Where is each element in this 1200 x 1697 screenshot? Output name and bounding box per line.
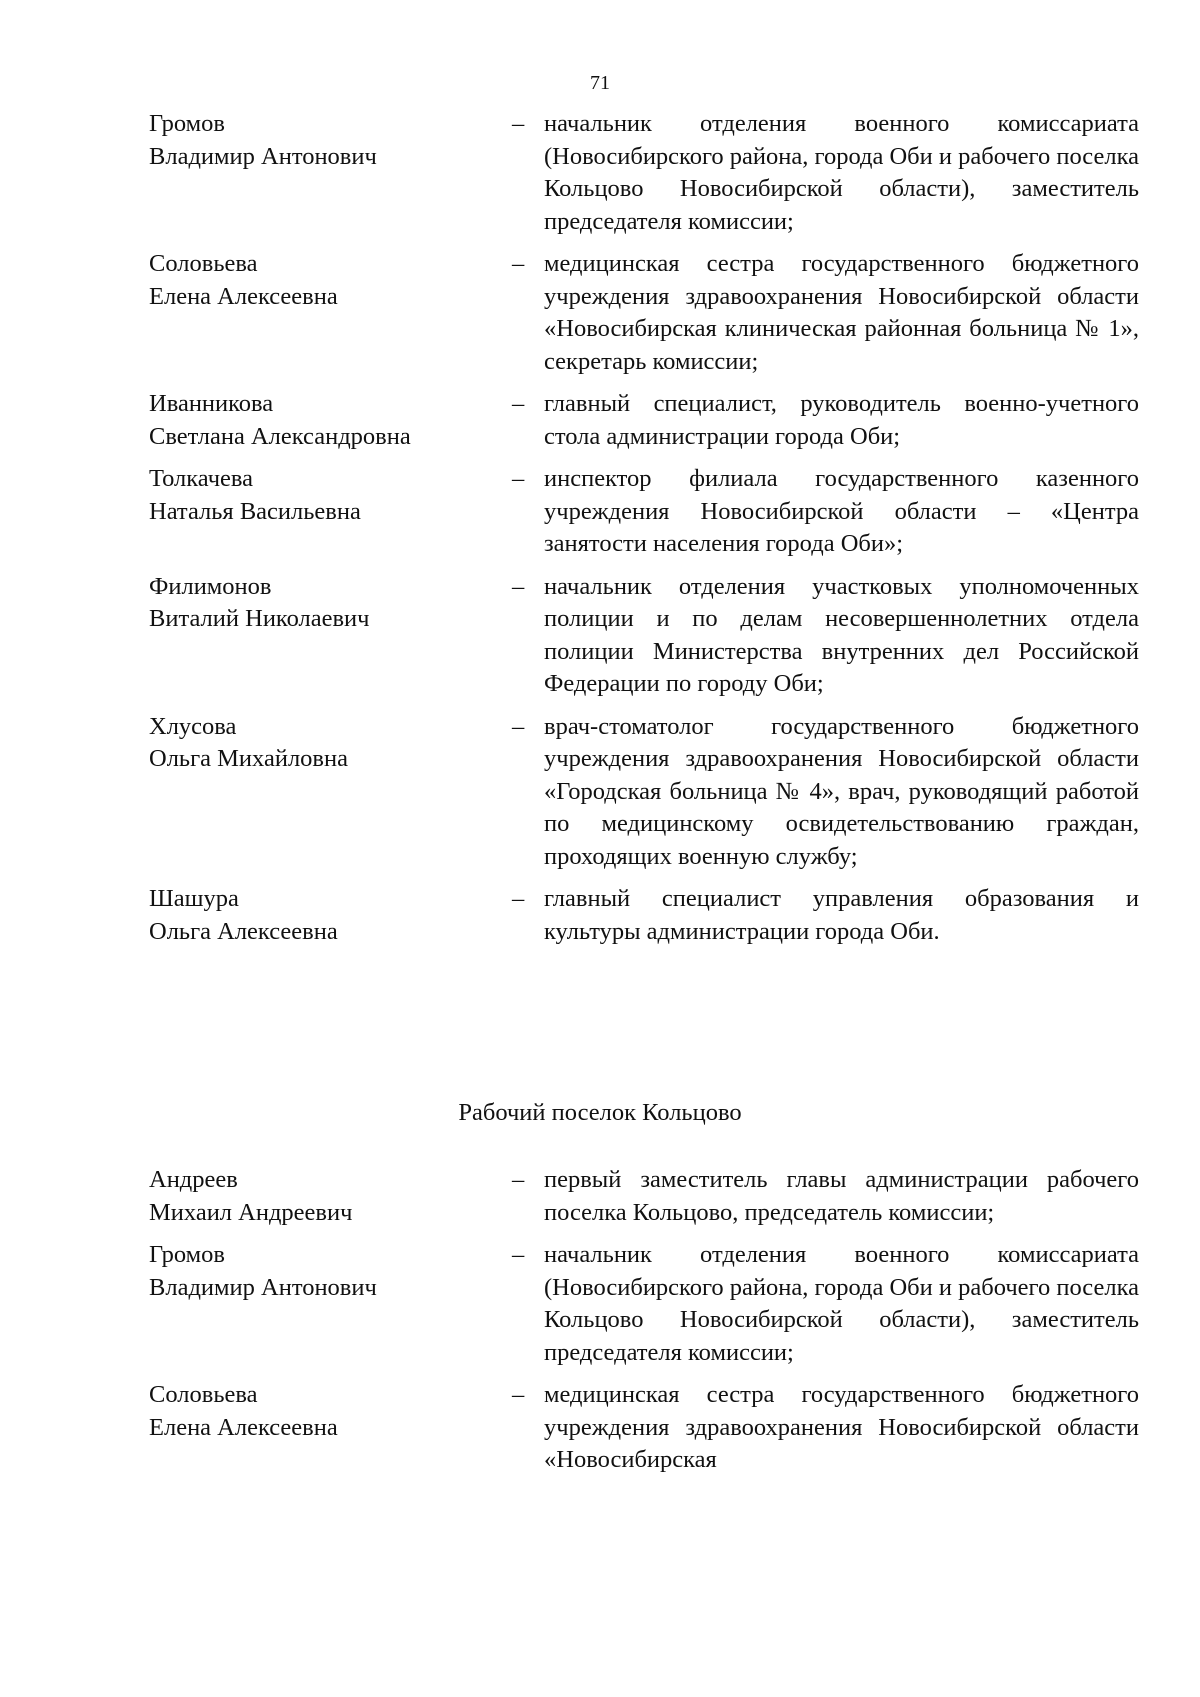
dash-separator: – [512, 572, 525, 600]
dash-separator: – [512, 712, 525, 740]
member-name [149, 883, 512, 948]
member-surname: Соловьева [149, 250, 258, 277]
list-item [149, 571, 1139, 701]
member-surname: Громов [149, 1241, 225, 1268]
dash-separator: – [512, 110, 525, 137]
list-item [149, 883, 1139, 948]
member-role: начальник отделения военного комиссариата (Новосибирского района, города Оби и рабочего поселка Кольцово Новосибирской области), заместитель председателя комиссии; [544, 1241, 1139, 1366]
dash-separator: – [512, 465, 525, 492]
member-name [149, 388, 512, 453]
member-surname: Андреев [149, 1166, 238, 1193]
member-list-koltsovo [149, 1164, 1139, 1487]
member-surname: Толкачева [149, 465, 254, 492]
member-name [149, 463, 512, 561]
list-item [149, 1379, 1139, 1477]
member-surname: Иванникова [149, 390, 274, 417]
member-given-names: Ольга Михайловна [149, 745, 348, 772]
member-surname: Филимонов [149, 572, 272, 600]
member-role: медицинская сестра государственного бюджетного учреждения здравоохранения Новосибирской области «Новосибирская клиническая районная больница № 1», секретарь комиссии; [544, 250, 1139, 375]
dash-separator: – [512, 390, 525, 417]
list-item [149, 463, 1139, 561]
dash-separator: – [512, 1166, 525, 1193]
member-name [149, 571, 512, 701]
member-given-names: Наталья Васильевна [149, 497, 361, 525]
list-item [149, 1164, 1139, 1229]
member-list-ob [149, 108, 1139, 958]
list-item [149, 388, 1139, 453]
member-surname: Хлусова [149, 712, 237, 740]
member-role: главный специалист, руководитель военно-учетного стола администрации города Оби; [544, 390, 1139, 450]
dash-separator: – [512, 1381, 525, 1408]
member-given-names: Владимир Антонович [149, 142, 377, 170]
member-name [149, 1239, 512, 1369]
member-given-names: Михаил Андреевич [149, 1198, 353, 1226]
member-role: первый заместитель главы администрации рабочего поселка Кольцово, председатель комиссии; [544, 1166, 1139, 1226]
dash-separator: – [512, 1241, 525, 1268]
dash-separator: – [512, 250, 525, 277]
section-heading: Рабочий поселок Кольцово [458, 1099, 742, 1126]
member-given-names: Елена Алексеевна [149, 1413, 338, 1441]
list-item [149, 248, 1139, 378]
member-role: главный специалист управления образования и культуры администрации города Оби. [544, 885, 1139, 945]
member-role: инспектор филиала государственного казенного учреждения Новосибирской области – «Центра занятости населения города Оби»; [544, 465, 1139, 557]
list-item [149, 108, 1139, 238]
member-given-names: Ольга Алексеевна [149, 917, 338, 945]
member-surname: Громов [149, 110, 225, 137]
member-surname: Соловьева [149, 1381, 258, 1408]
member-given-names: Виталий Николаевич [149, 605, 370, 632]
list-item [149, 711, 1139, 874]
member-name [149, 1164, 512, 1229]
member-given-names: Владимир Антонович [149, 1273, 377, 1301]
member-role: начальник отделения военного комиссариата (Новосибирского района, города Оби и рабочего поселка Кольцово Новосибирской области), заместитель председателя комиссии; [544, 110, 1139, 235]
member-name [149, 1379, 512, 1477]
list-item [149, 1239, 1139, 1369]
dash-separator: – [512, 885, 525, 912]
page-number: 71 [590, 72, 610, 94]
member-given-names: Светлана Александровна [149, 422, 411, 450]
member-name [149, 108, 512, 238]
member-given-names: Елена Алексеевна [149, 282, 338, 310]
member-surname: Шашура [149, 885, 239, 912]
member-role: начальник отделения участковых уполномоченных полиции и по делам несовершеннолетних отдела полиции Министерства внутренних дел Российской Федерации по городу Оби; [544, 572, 1139, 697]
member-role: врач-стоматолог государственного бюджетного учреждения здравоохранения Новосибирской области «Городская больница № 4», врач, руководящий работой по медицинскому освидетельствованию граждан, проходящих военную службу; [544, 712, 1139, 870]
member-name [149, 248, 512, 378]
member-role: медицинская сестра государственного бюджетного учреждения здравоохранения Новосибирской области «Новосибирская [544, 1381, 1139, 1473]
member-name [149, 711, 512, 874]
